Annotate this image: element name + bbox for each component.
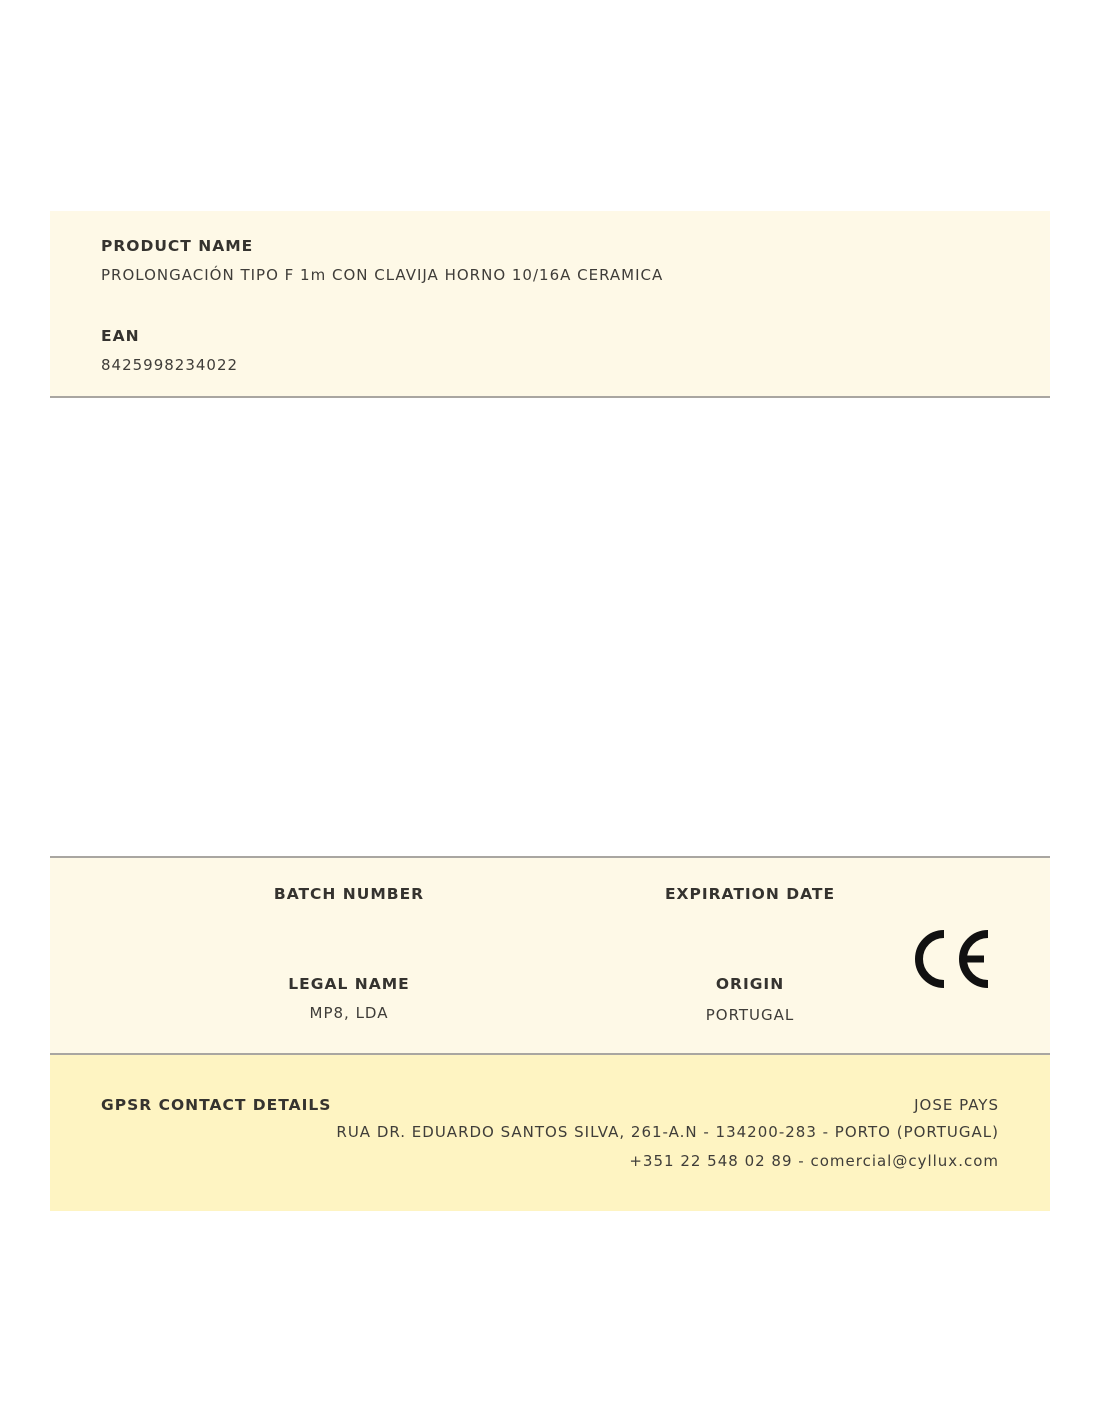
product-info-panel [50,211,1050,398]
origin-label: ORIGIN [715,975,785,993]
ean-label: EAN [101,327,140,345]
batch-number-label: BATCH NUMBER [273,885,425,903]
expiration-date-label: EXPIRATION DATE [664,885,836,903]
contact-name: JOSE PAYS [914,1096,999,1114]
product-name-label: PRODUCT NAME [101,237,254,255]
contact-address: RUA DR. EDUARDO SANTOS SILVA, 261-A.N - 134200-283 - PORTO (PORTUGAL) [336,1123,999,1141]
origin-value: PORTUGAL [705,1006,795,1024]
gpsr-contact-panel [50,1055,1050,1211]
ean-value: 8425998234022 [101,356,239,374]
ce-mark-icon [908,928,992,990]
contact-phone-email: +351 22 548 02 89 - comercial@cyllux.com [629,1152,999,1170]
product-name-value: PROLONGACIÓN TIPO F 1m CON CLAVIJA HORNO 10/16A CERAMICA [101,266,664,284]
legal-name-label: LEGAL NAME [288,975,410,993]
gpsr-contact-label: GPSR CONTACT DETAILS [101,1096,332,1114]
details-panel [50,856,1050,1055]
legal-name-value: MP8, LDA [309,1004,389,1022]
